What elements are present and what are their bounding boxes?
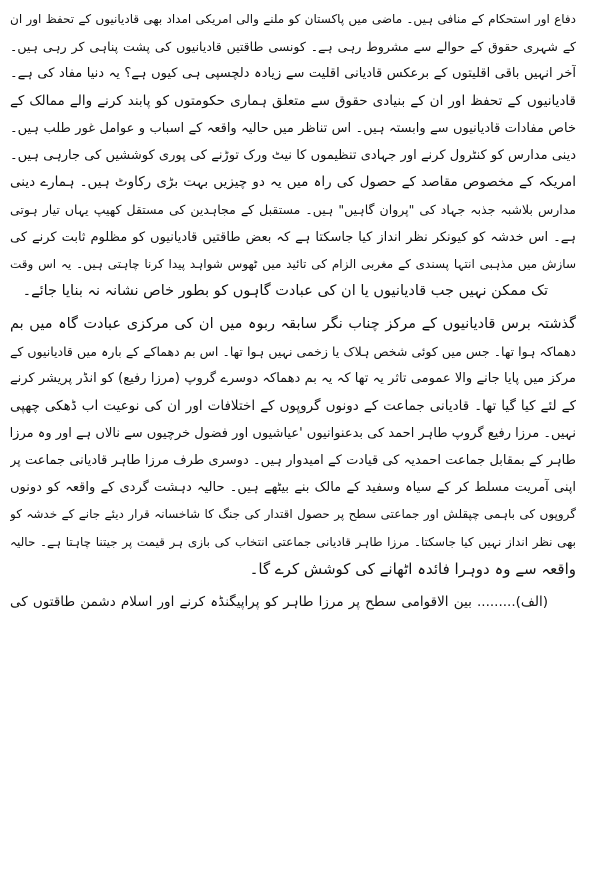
text-line: گذشتہ برس قادیانیوں کے مرکز چناب نگر سابقہ ربوہ میں ان کی مرکزی عبادت گاہ میں بم: [10, 316, 576, 333]
text-line: دینی مدارس کو کنٹرول کرنے اور جہادی تنظیموں کا نیٹ ورک توڑنے کی پوری کوششیں کی جارہی ہیں۔: [10, 147, 576, 163]
text-line: کے لئے کیا گیا تھا۔ قادیانی جماعت کے دونوں گروپوں کے اختلافات اور ان کی نوعیت اب ڈھکی چھپی: [10, 397, 576, 414]
text-line: مدارس بلاشبہ جذبہ جہاد کی "پروان گاہیں" ہیں۔ مستقبل کے مجاہدین کی مستقل کھیپ یہاں تیار ہوتی: [10, 202, 576, 218]
text-line: مرکز میں پایا جانے والا عمومی تاثر یہ تھا کہ یہ بم دھماکہ دوسرے گروپ (مرزا رفیع) کو انڈر پریشر کرنے: [10, 371, 576, 387]
text-line: (الف)......... بین الاقوامی سطح پر مرزا طاہر کو پراپیگنڈہ کرنے اور اسلام دشمن طاقتوں کی: [10, 593, 548, 610]
text-line: خاص مفادات قادیانیوں سے وابستہ ہیں۔ اس تناظر میں حالیہ واقعہ کے اسباب و عوامل غور طلب ہیں۔: [10, 120, 576, 136]
text-line: واقعہ سے وہ دوہرا فائدہ اٹھانے کی کوشش کرے گا۔: [249, 559, 576, 578]
text-line: دفاع اور استحکام کے منافی ہیں۔ ماضی میں پاکستان کو ملنے والی امریکی امداد بھی قادیانیوں کے تحفظ اور ان: [10, 12, 576, 26]
text-line: گروپوں کی باہمی چپقلش اور جماعتی سطح پر حصول اقتدار کی جنگ کا شاخسانہ قرار دیئے جانے کے خدشہ کو: [10, 507, 576, 522]
text-line: آخر انہیں باقی اقلیتوں کے برعکس قادیانی اقلیت سے زیادہ دلچسپی ہی کیوں ہے؟ یہ دنیا مفاد کی ہے۔: [10, 66, 576, 82]
text-line: بھی نظر انداز نہیں کیا جاسکتا۔ مرزا طاہر قادیانی جماعتی انتخاب کی بازی ہر قیمت پر جیتنا چاہتا ہے۔ حالیہ: [10, 534, 576, 549]
text-line: تک ممکن نہیں جب قادیانیوں یا ان کی عبادت گاہوں کو بطور خاص نشانہ نہ بنایا جائے۔: [22, 282, 548, 299]
text-line: قادیانیوں کے تحفظ اور ان کے بنیادی حقوق سے متعلق ہماری حکومتوں کو پابند کرنے والے ممالک کے: [10, 92, 576, 109]
text-line: نہیں۔ مرزا رفیع گروپ طاہر احمد کی بدعنوانیوں 'عیاشیوں اور فضول خرچیوں سے نالاں ہے اور وہ مرزا: [10, 425, 576, 441]
text-line: طاہر کے بمقابل جماعت احمدیہ کی قیادت کے امیدوار ہیں۔ دوسری طرف مرزا طاہر قادیانی جماعت پر: [10, 453, 576, 468]
text-line: اپنی آمریت مسلط کر کے سیاہ وسفید کے مالک بنے بیٹھے ہیں۔ حالیہ دہشت گردی کے واقعہ کو دونوں: [10, 480, 576, 496]
text-line: دھماکہ ہوا تھا۔ جس میں کوئی شخص ہلاک یا زخمی نہیں ہوا تھا۔ اس بم دھماکے کے بارہ میں قادیانیوں کے: [10, 344, 576, 360]
text-line: سازش میں مذہبی انتہا پسندی کے مغربی الزام کی تائید میں ٹھوس شواہد پیدا کرنا چاہتی ہیں۔ یہ اس وقت: [10, 256, 576, 271]
text-line: امریکہ کے مخصوص مقاصد کے حصول کی راہ میں یہ دو چیزیں بہت بڑی رکاوٹ ہیں۔ ہمارے دینی: [10, 174, 576, 191]
text-line: ہے۔ اس خدشہ کو کیونکر نظر انداز کیا جاسکتا ہے کہ بعض طاقتیں قادیانیوں کو مظلوم ثابت کرنے کی: [10, 229, 576, 245]
text-line: کے شہری حقوق کے حوالے سے مشروط رہی ہے۔ کونسی طاقتیں قادیانیوں کی پشت پناہی کر رہی ہیں۔: [10, 39, 576, 55]
